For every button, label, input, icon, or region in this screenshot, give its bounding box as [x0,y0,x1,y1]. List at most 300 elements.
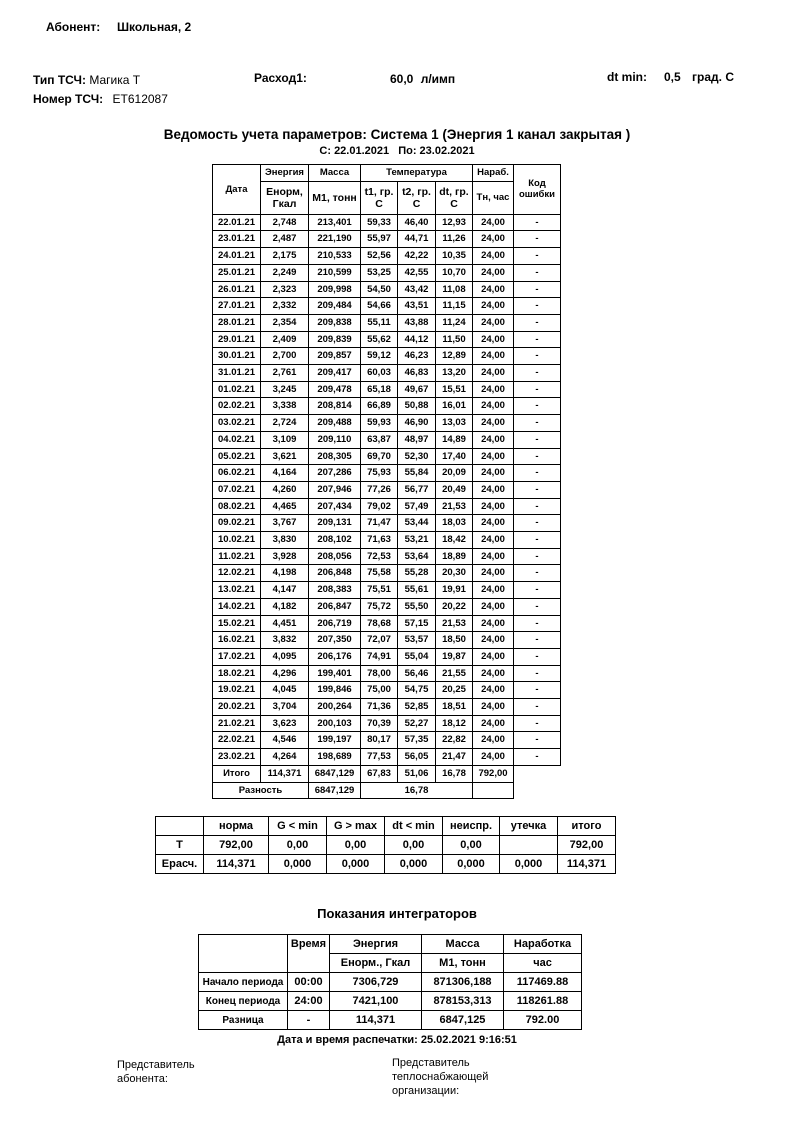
cell-energy: 2,748 [261,214,309,231]
subscriber-representative [117,1058,195,1086]
cell-runtime: 24,00 [473,565,514,582]
cell-dt: 11,08 [436,281,473,298]
table-row [213,715,561,732]
cell-mass: 221,190 [309,231,361,248]
period [0,145,794,157]
cell-t1: 53,25 [361,264,398,281]
total-energy: 114,371 [261,765,309,782]
cell-dt: 22,82 [436,732,473,749]
dtmin-unit: град. С [692,70,734,84]
page-title: Ведомость учета параметров: Система 1 (Энергия 1 канал закрытая ) [163,127,631,142]
cell-runtime: 24,00 [473,665,514,682]
cell-t1: 75,58 [361,565,398,582]
cell-date: 16.02.21 [213,632,261,649]
cell-runtime: 24,00 [473,749,514,766]
summary-cell: 0,00 [269,836,327,855]
summary-cell: 0,00 [327,836,385,855]
total-t2: 51,06 [398,765,436,782]
flow-unit: л/имп [420,72,456,86]
table-row [213,732,561,749]
cell-error-code: - [514,465,561,482]
diff-temp: 16,78 [361,782,473,799]
cell-t2: 46,83 [398,365,436,382]
period-from: 22.01.2021 [334,145,390,157]
header-m1: M1, тонн [309,181,361,214]
rep-sub-line2: абонента: [117,1073,168,1085]
table-row [213,231,561,248]
table-row [213,598,561,615]
cell-energy: 2,354 [261,314,309,331]
cell-date: 29.01.21 [213,331,261,348]
header-date: Дата [213,165,261,215]
cell-t2: 50,88 [398,398,436,415]
cell-runtime: 24,00 [473,582,514,599]
integrator-energy: 7421,100 [330,992,422,1011]
total-label: Итого [213,765,261,782]
cell-t2: 57,49 [398,498,436,515]
cell-error-code: - [514,348,561,365]
cell-t1: 59,12 [361,348,398,365]
cell-mass: 209,857 [309,348,361,365]
cell-mass: 210,599 [309,264,361,281]
cell-date: 26.01.21 [213,281,261,298]
header-enorm: Енорм, Гкал [261,181,309,214]
total-runtime: 792,00 [473,765,514,782]
summary-cell: 0,000 [269,855,327,874]
cell-dt: 19,87 [436,648,473,665]
table-row [213,632,561,649]
cell-t2: 53,44 [398,515,436,532]
cell-error-code: - [514,381,561,398]
cell-runtime: 24,00 [473,381,514,398]
table-row [213,498,561,515]
dtmin-value [664,70,734,84]
table-row [213,415,561,432]
cell-dt: 11,50 [436,331,473,348]
table-row [213,214,561,231]
integrator-runtime: 792.00 [504,1011,582,1030]
cell-error-code: - [514,682,561,699]
cell-error-code: - [514,699,561,716]
cell-mass: 198,689 [309,749,361,766]
cell-t2: 43,42 [398,281,436,298]
cell-t1: 71,47 [361,515,398,532]
flow-label: Расход1: [254,71,307,85]
cell-energy: 4,451 [261,615,309,632]
cell-t1: 78,68 [361,615,398,632]
cell-runtime: 24,00 [473,398,514,415]
cell-date: 25.01.21 [213,264,261,281]
integrator-energy: 114,371 [330,1011,422,1030]
cell-mass: 209,488 [309,415,361,432]
summary-cell: 114,371 [558,855,616,874]
summary-cell [500,836,558,855]
cell-date: 01.02.21 [213,381,261,398]
cell-energy: 2,249 [261,264,309,281]
cell-mass: 206,719 [309,615,361,632]
summary-header: неиспр. [443,817,500,836]
cell-error-code: - [514,648,561,665]
cell-runtime: 24,00 [473,682,514,699]
integrator-mass: 878153,313 [422,992,504,1011]
cell-runtime: 24,00 [473,715,514,732]
header-mass: Масса [309,165,361,182]
cell-t2: 44,12 [398,331,436,348]
cell-energy: 3,338 [261,398,309,415]
cell-t1: 60,03 [361,365,398,382]
cell-energy: 3,109 [261,431,309,448]
cell-t1: 55,11 [361,314,398,331]
cell-dt: 11,15 [436,298,473,315]
cell-t1: 72,53 [361,548,398,565]
cell-energy: 2,724 [261,415,309,432]
cell-t2: 56,05 [398,749,436,766]
cell-energy: 2,332 [261,298,309,315]
cell-dt: 18,50 [436,632,473,649]
summary-header: G < min [269,817,327,836]
cell-date: 30.01.21 [213,348,261,365]
cell-date: 02.02.21 [213,398,261,415]
cell-t1: 72,07 [361,632,398,649]
cell-t2: 56,77 [398,481,436,498]
meter-num-label: Номер ТСЧ: [33,92,104,106]
cell-error-code: - [514,448,561,465]
cell-t2: 48,97 [398,431,436,448]
cell-t2: 53,21 [398,532,436,549]
cell-t2: 42,22 [398,248,436,265]
cell-date: 08.02.21 [213,498,261,515]
table-row [213,532,561,549]
cell-mass: 208,056 [309,548,361,565]
cell-dt: 21,47 [436,749,473,766]
cell-t2: 57,35 [398,732,436,749]
header-error-code: Код ошибки [514,165,561,215]
heat-supplier-representative [392,1056,488,1098]
rep-heat-line1: Представитель [392,1057,470,1069]
cell-mass: 209,998 [309,281,361,298]
table-row [213,548,561,565]
integr-header-mass-unit: M1, тонн [422,954,504,973]
cell-error-code: - [514,314,561,331]
cell-t2: 55,28 [398,565,436,582]
cell-t2: 55,84 [398,465,436,482]
table-row [213,381,561,398]
cell-energy: 4,164 [261,465,309,482]
dtmin-number: 0,5 [664,70,681,84]
rep-heat-line2: теплоснабжающей [392,1071,489,1083]
flow-number: 60,0 [390,72,414,86]
cell-date: 23.01.21 [213,231,261,248]
cell-date: 18.02.21 [213,665,261,682]
cell-error-code: - [514,264,561,281]
total-t1: 67,83 [361,765,398,782]
table-row [213,398,561,415]
cell-t2: 56,46 [398,665,436,682]
summary-row [156,855,616,874]
integr-header-energy: Энергия [330,935,422,954]
cell-t2: 54,75 [398,682,436,699]
cell-energy: 4,182 [261,598,309,615]
cell-error-code: - [514,715,561,732]
summary-header: dt < min [385,817,443,836]
cell-t1: 65,18 [361,381,398,398]
cell-energy: 2,700 [261,348,309,365]
integrator-runtime: 118261.88 [504,992,582,1011]
cell-mass: 207,434 [309,498,361,515]
cell-dt: 13,03 [436,415,473,432]
cell-t2: 49,67 [398,381,436,398]
cell-energy: 3,832 [261,632,309,649]
total-mass: 6847,129 [309,765,361,782]
cell-date: 27.01.21 [213,298,261,315]
summary-cell: 0,00 [443,836,500,855]
cell-dt: 18,12 [436,715,473,732]
table-row [213,348,561,365]
table-row [213,749,561,766]
table-row [213,365,561,382]
cell-t2: 43,51 [398,298,436,315]
cell-t1: 77,53 [361,749,398,766]
integrator-row [199,992,582,1011]
cell-mass: 208,305 [309,448,361,465]
table-row [213,481,561,498]
integr-header-mass: Масса [422,935,504,954]
cell-mass: 200,264 [309,699,361,716]
cell-error-code: - [514,281,561,298]
cell-t2: 53,57 [398,632,436,649]
table-row [213,331,561,348]
table-row [213,431,561,448]
cell-runtime: 24,00 [473,264,514,281]
table-row [213,682,561,699]
integrators-table [198,934,582,1030]
cell-error-code: - [514,582,561,599]
cell-error-code: - [514,231,561,248]
cell-date: 03.02.21 [213,415,261,432]
subscriber-value: Школьная, 2 [117,20,192,34]
table-row [213,465,561,482]
cell-date: 28.01.21 [213,314,261,331]
integr-header-time: Время [288,935,330,973]
cell-t1: 75,93 [361,465,398,482]
integrators-title: Показания интеграторов [317,906,477,921]
cell-t1: 59,93 [361,415,398,432]
table-row [213,448,561,465]
total-dt: 16,78 [436,765,473,782]
cell-mass: 209,839 [309,331,361,348]
cell-t2: 53,64 [398,548,436,565]
summary-cell: 0,000 [385,855,443,874]
cell-t2: 52,27 [398,715,436,732]
cell-mass: 208,814 [309,398,361,415]
cell-energy: 2,761 [261,365,309,382]
cell-mass: 208,383 [309,582,361,599]
cell-mass: 207,946 [309,481,361,498]
cell-error-code: - [514,598,561,615]
cell-runtime: 24,00 [473,515,514,532]
cell-runtime: 24,00 [473,348,514,365]
cell-dt: 12,93 [436,214,473,231]
cell-t1: 63,87 [361,431,398,448]
cell-dt: 10,35 [436,248,473,265]
cell-t1: 75,51 [361,582,398,599]
cell-mass: 210,533 [309,248,361,265]
cell-t1: 71,63 [361,532,398,549]
cell-energy: 2,175 [261,248,309,265]
table-row [213,582,561,599]
summary-row-label: Ерасч. [156,855,204,874]
header-t1: t1, гр. С [361,181,398,214]
cell-date: 05.02.21 [213,448,261,465]
cell-runtime: 24,00 [473,298,514,315]
cell-t1: 55,62 [361,331,398,348]
table-row [213,248,561,265]
cell-error-code: - [514,415,561,432]
cell-mass: 209,417 [309,365,361,382]
summary-cell: 792,00 [204,836,269,855]
cell-mass: 200,103 [309,715,361,732]
cell-mass: 199,401 [309,665,361,682]
cell-dt: 20,09 [436,465,473,482]
cell-energy: 4,546 [261,732,309,749]
cell-dt: 18,89 [436,548,473,565]
summary-header: итого [558,817,616,836]
cell-t2: 42,55 [398,264,436,281]
cell-energy: 3,928 [261,548,309,565]
cell-date: 17.02.21 [213,648,261,665]
cell-energy: 4,095 [261,648,309,665]
cell-date: 06.02.21 [213,465,261,482]
cell-mass: 209,478 [309,381,361,398]
cell-error-code: - [514,732,561,749]
table-row [213,699,561,716]
integrator-row [199,1011,582,1030]
cell-t1: 74,91 [361,648,398,665]
cell-dt: 20,30 [436,565,473,582]
cell-t1: 75,72 [361,598,398,615]
cell-runtime: 24,00 [473,548,514,565]
cell-t2: 43,88 [398,314,436,331]
summary-cell: 0,000 [443,855,500,874]
summary-header: норма [204,817,269,836]
cell-error-code: - [514,532,561,549]
table-row [213,648,561,665]
cell-error-code: - [514,331,561,348]
cell-energy: 2,487 [261,231,309,248]
cell-runtime: 24,00 [473,314,514,331]
cell-mass: 213,401 [309,214,361,231]
cell-t2: 55,61 [398,582,436,599]
cell-mass: 207,350 [309,632,361,649]
summary-row [156,836,616,855]
cell-date: 11.02.21 [213,548,261,565]
cell-energy: 2,409 [261,331,309,348]
cell-date: 12.02.21 [213,565,261,582]
cell-dt: 21,53 [436,498,473,515]
cell-dt: 18,51 [436,699,473,716]
summary-cell: 792,00 [558,836,616,855]
cell-energy: 4,198 [261,565,309,582]
dtmin-label: dt min: [607,70,647,84]
cell-t2: 46,40 [398,214,436,231]
cell-t1: 75,00 [361,682,398,699]
meter-num-value: ЕТ612087 [112,92,168,106]
cell-dt: 18,03 [436,515,473,532]
cell-date: 24.01.21 [213,248,261,265]
cell-runtime: 24,00 [473,365,514,382]
cell-mass: 199,846 [309,682,361,699]
summary-cell: 0,000 [500,855,558,874]
integrator-time: 24:00 [288,992,330,1011]
cell-energy: 4,264 [261,749,309,766]
cell-runtime: 24,00 [473,498,514,515]
cell-date: 20.02.21 [213,699,261,716]
cell-error-code: - [514,431,561,448]
diff-mass: 6847,129 [309,782,361,799]
cell-t1: 71,36 [361,699,398,716]
summary-cell: 0,000 [327,855,385,874]
cell-runtime: 24,00 [473,331,514,348]
table-row [213,264,561,281]
flow-value [390,72,455,86]
cell-date: 19.02.21 [213,682,261,699]
cell-error-code: - [514,365,561,382]
cell-mass: 209,838 [309,314,361,331]
cell-t1: 55,97 [361,231,398,248]
cell-energy: 4,260 [261,481,309,498]
cell-dt: 16,01 [436,398,473,415]
cell-error-code: - [514,749,561,766]
cell-date: 21.02.21 [213,715,261,732]
period-from-label: С: [319,145,331,157]
cell-dt: 21,55 [436,665,473,682]
integrator-runtime: 117469.88 [504,973,582,992]
cell-mass: 209,484 [309,298,361,315]
cell-t1: 78,00 [361,665,398,682]
cell-runtime: 24,00 [473,648,514,665]
cell-mass: 206,176 [309,648,361,665]
cell-mass: 206,847 [309,598,361,615]
cell-date: 09.02.21 [213,515,261,532]
cell-error-code: - [514,481,561,498]
integr-header-energy-unit: Енорм., Гкал [330,954,422,973]
cell-energy: 3,621 [261,448,309,465]
cell-t2: 52,30 [398,448,436,465]
cell-date: 13.02.21 [213,582,261,599]
cell-date: 22.02.21 [213,732,261,749]
cell-energy: 4,465 [261,498,309,515]
cell-date: 15.02.21 [213,615,261,632]
summary-row-label: T [156,836,204,855]
cell-mass: 209,131 [309,515,361,532]
cell-dt: 11,24 [436,314,473,331]
cell-t1: 70,39 [361,715,398,732]
cell-dt: 12,89 [436,348,473,365]
period-to: 23.02.2021 [419,145,475,157]
cell-runtime: 24,00 [473,598,514,615]
cell-error-code: - [514,498,561,515]
diff-label: Разность [213,782,309,799]
summary-header: G > max [327,817,385,836]
table-row [213,298,561,315]
cell-runtime: 24,00 [473,431,514,448]
integrator-label: Конец периода [199,992,288,1011]
cell-date: 23.02.21 [213,749,261,766]
cell-mass: 209,110 [309,431,361,448]
cell-error-code: - [514,248,561,265]
integr-header-runtime: Наработка [504,935,582,954]
cell-date: 14.02.21 [213,598,261,615]
